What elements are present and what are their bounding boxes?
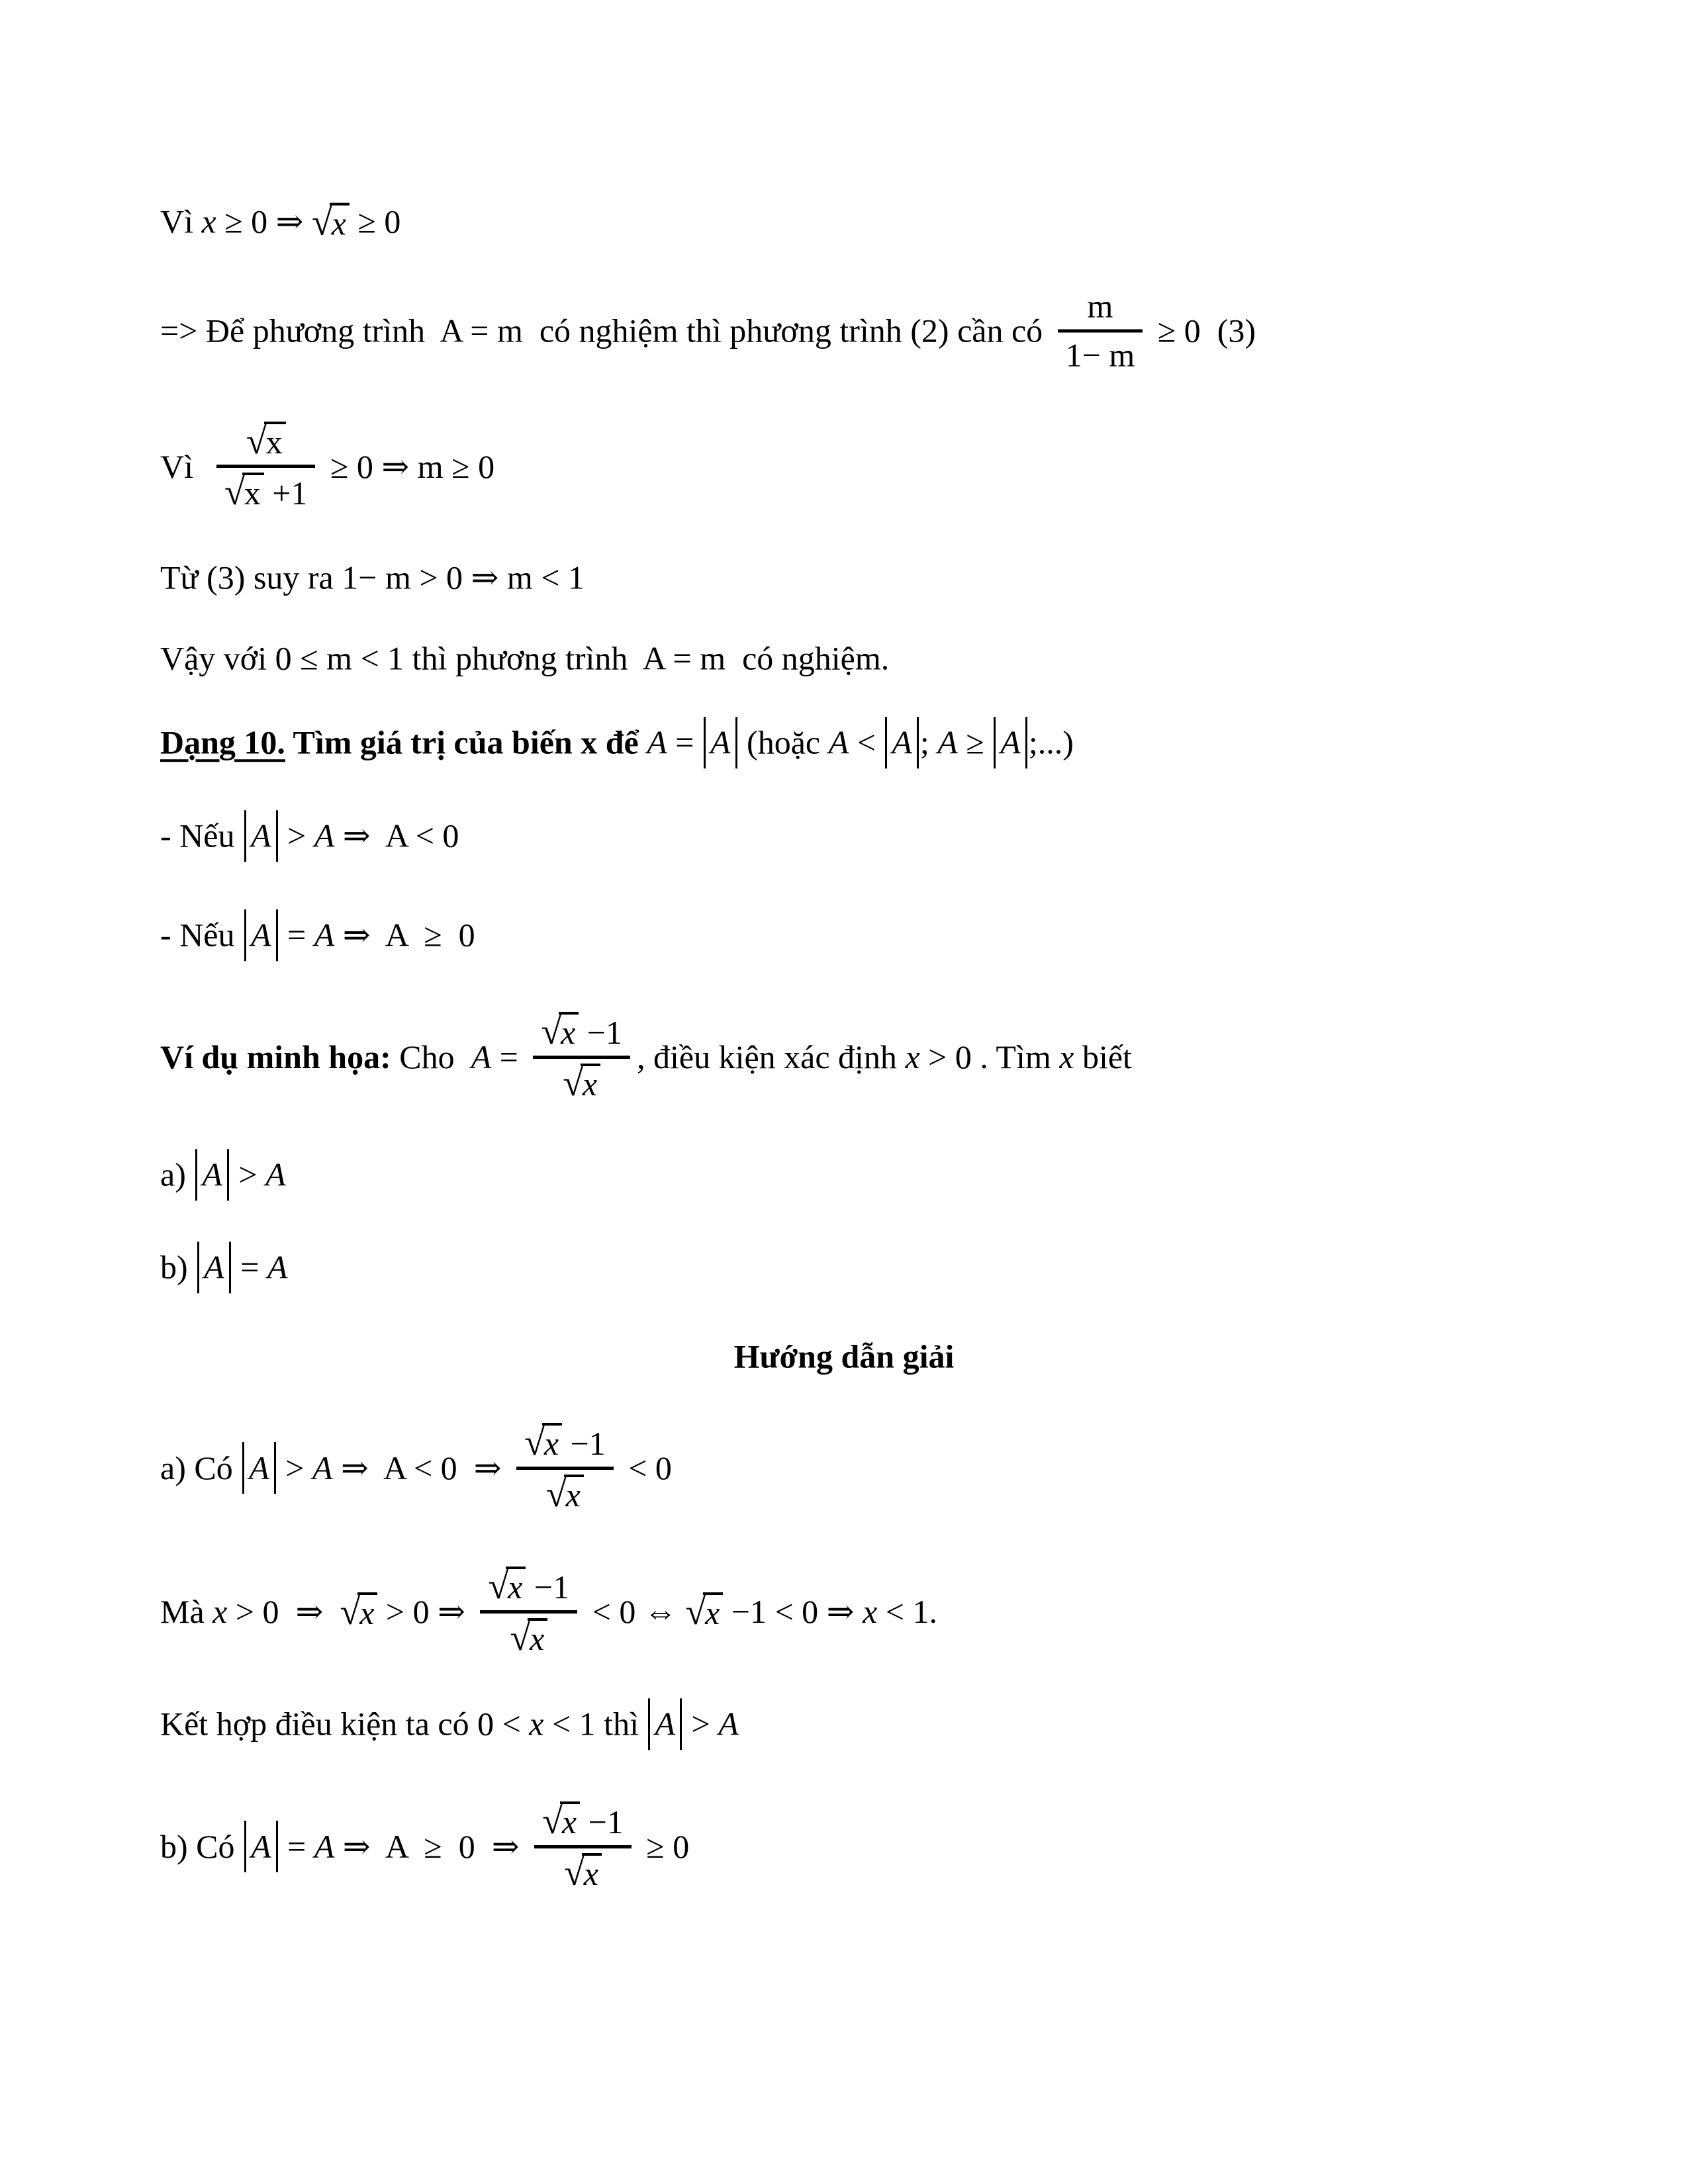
math-variable: A — [314, 1827, 335, 1865]
radicand: x — [357, 1592, 377, 1631]
math-variable: A — [249, 1449, 269, 1486]
radical-sign: √ — [524, 1422, 545, 1463]
denominator — [1058, 333, 1143, 375]
text-run: , điều kiện xác định — [636, 1038, 906, 1075]
text-run: ⇒ A ≥ 0 — [334, 916, 475, 954]
text-run: m — [1087, 287, 1113, 325]
math-variable: x — [529, 1705, 544, 1743]
text-run: = — [232, 1248, 267, 1286]
text-run: - Nếu — [160, 916, 243, 954]
math-variable: A — [250, 916, 271, 954]
math-variable: A — [710, 723, 731, 761]
text-run: - Nếu — [160, 817, 243, 854]
radicand: x — [581, 1064, 600, 1102]
line-example — [160, 1011, 1132, 1103]
sqrt-expression — [564, 1853, 602, 1891]
bold-text: Hướng dẫn giải — [733, 1338, 955, 1375]
radicand: x — [560, 1801, 580, 1840]
sqrt-expression — [541, 1012, 579, 1050]
fraction — [1058, 287, 1143, 375]
line-rule-abs-gt — [160, 810, 459, 862]
text-run: a) — [160, 1156, 195, 1193]
text-run: −1 — [580, 1803, 624, 1841]
radicand: x — [528, 1618, 547, 1657]
text-run: > 0 ⇒ — [227, 1592, 340, 1630]
line-part-b — [160, 1242, 287, 1293]
fraction — [480, 1565, 577, 1658]
math-variable: A — [265, 1156, 286, 1193]
line-conclusion-m — [160, 637, 889, 680]
text-run: Mà — [160, 1592, 213, 1630]
radical-sign: √ — [685, 1592, 706, 1633]
line-solution-b — [160, 1800, 689, 1893]
fraction — [534, 1800, 632, 1893]
text-run: < 0 ⇔ — [584, 1592, 686, 1630]
radical-sign: √ — [340, 1592, 361, 1633]
radicand: x — [330, 203, 350, 241]
math-variable: A — [251, 1827, 271, 1865]
denominator — [538, 1470, 592, 1514]
radical-sign: √ — [246, 421, 267, 462]
sqrt-expression — [563, 1064, 600, 1102]
radical-sign: √ — [312, 202, 332, 243]
line-vi-fraction — [160, 420, 494, 513]
abs-value — [244, 810, 278, 862]
math-variable: A — [202, 1156, 222, 1193]
text-run: ≥ 0 (3) — [1149, 312, 1256, 349]
text-run: Vì — [160, 447, 210, 485]
text-run: > — [279, 817, 314, 854]
sqrt-expression — [312, 203, 350, 241]
radical-sign: √ — [488, 1566, 509, 1607]
math-variable: A — [647, 723, 667, 761]
line-part-a — [160, 1149, 286, 1201]
abs-value — [885, 717, 919, 768]
radicand: x — [542, 1423, 562, 1461]
sqrt-expression — [542, 1801, 580, 1840]
radicand: x — [559, 1012, 579, 1050]
radicand: x — [703, 1592, 723, 1631]
text-run: ; — [919, 723, 938, 761]
abs-value — [195, 1149, 229, 1201]
math-variable: A — [718, 1705, 739, 1743]
section-label: Dạng 10. — [160, 723, 285, 761]
math-variable: x — [1059, 1038, 1074, 1075]
text-run: Kết hợp điều kiện ta có 0 < — [160, 1705, 530, 1743]
line-given-x-nonneg — [160, 201, 400, 244]
math-variable: x — [905, 1038, 920, 1075]
text-run: ≥ 0 — [637, 1827, 690, 1865]
text-run: < — [849, 723, 884, 761]
text-run: a) Có — [160, 1449, 242, 1486]
abs-value — [704, 717, 737, 768]
text-run: −1 — [579, 1014, 622, 1051]
text-run: < 0 — [620, 1449, 672, 1486]
numerator — [533, 1011, 630, 1056]
sqrt-expression — [246, 422, 286, 460]
abs-value — [244, 1821, 278, 1872]
sqrt-expression — [685, 1592, 723, 1631]
bold-text: Tìm giá trị của biến x để — [285, 723, 647, 761]
sqrt-expression — [340, 1592, 377, 1631]
radical-sign: √ — [563, 1852, 585, 1893]
text-run: ≥ 0 ⇒ — [216, 203, 312, 240]
text-run: < 1 thì — [543, 1705, 647, 1743]
radicand: x — [582, 1853, 602, 1891]
numerator — [238, 420, 294, 465]
math-variable: x — [863, 1592, 878, 1630]
text-run: ;...) — [1028, 723, 1074, 761]
radicand: x — [242, 473, 264, 511]
fraction — [533, 1011, 630, 1103]
text-run: > — [683, 1705, 719, 1743]
text-run: b) Có — [160, 1827, 243, 1865]
abs-value — [994, 717, 1027, 768]
math-variable: A — [267, 1248, 288, 1286]
sqrt-expression — [546, 1475, 584, 1513]
abs-value — [242, 1442, 276, 1494]
line-solution-a — [160, 1422, 672, 1514]
text-run: b) — [160, 1248, 197, 1286]
numerator — [516, 1422, 614, 1467]
radical-sign: √ — [510, 1617, 531, 1659]
sqrt-expression — [524, 1423, 562, 1461]
radical-sign: √ — [545, 1474, 567, 1515]
numerator — [534, 1800, 632, 1845]
text-run: ≥ 0 ⇒ m ≥ 0 — [322, 447, 495, 485]
text-run: Vậy với 0 ≤ m < 1 thì phương trình A = m có nghiệm. — [160, 639, 890, 677]
denominator — [555, 1059, 608, 1103]
numerator — [1080, 287, 1121, 330]
math-variable: A — [312, 1449, 333, 1486]
text-run: +1 — [263, 475, 308, 512]
numerator — [480, 1565, 577, 1610]
fraction — [216, 420, 315, 513]
text-run: ⇒ A < 0 ⇒ — [332, 1449, 510, 1486]
math-variable: A — [204, 1248, 224, 1286]
radicand: x — [564, 1475, 584, 1513]
text-run: (hoặc — [738, 723, 829, 761]
text-run: ⇒ A ≥ 0 ⇒ — [334, 1827, 528, 1865]
text-run: 1− m — [1065, 336, 1135, 374]
abs-value — [197, 1242, 231, 1293]
text-run: = — [279, 1827, 314, 1865]
text-run: > — [277, 1449, 312, 1486]
denominator — [216, 468, 315, 513]
line-dang-10-title — [160, 717, 1074, 768]
text-run: > 0 ⇒ — [377, 1592, 474, 1630]
text-run: = — [491, 1038, 527, 1075]
bold-text: Ví dụ minh họa: — [160, 1038, 391, 1075]
math-variable: A — [828, 723, 849, 761]
text-run: ⇒ A < 0 — [334, 817, 459, 854]
line-condition-3 — [160, 287, 1256, 375]
text-run: −1 < 0 ⇒ — [723, 1592, 863, 1630]
text-run: > 0 . Tìm — [919, 1038, 1060, 1075]
math-variable: A — [655, 1705, 676, 1743]
math-variable: A — [892, 723, 912, 761]
text-run: > — [230, 1156, 266, 1193]
denominator — [556, 1848, 610, 1893]
text-run: −1 — [526, 1569, 570, 1606]
line-solution-a3 — [160, 1698, 739, 1750]
text-run: => Để phương trình A = m có nghiệm thì phương trình (2) cần có — [160, 312, 1051, 349]
math-variable: A — [314, 916, 335, 954]
line-solution-a2 — [160, 1565, 937, 1658]
radicand: x — [506, 1567, 526, 1605]
math-variable: A — [250, 817, 271, 854]
fraction — [516, 1422, 614, 1514]
text-run: = — [667, 723, 702, 761]
text-run: Từ (3) suy ra 1− m > 0 ⇒ m < 1 — [160, 559, 585, 596]
denominator — [502, 1614, 555, 1658]
text-run: = — [279, 916, 314, 954]
sqrt-expression — [510, 1618, 547, 1657]
math-variable: A — [471, 1038, 492, 1075]
abs-value — [648, 1698, 682, 1750]
sqrt-expression — [224, 473, 264, 511]
text-run: Vì — [160, 203, 202, 240]
text-run: ≥ 0 — [349, 203, 401, 240]
line-rule-abs-eq — [160, 909, 475, 961]
solution-heading — [0, 1336, 1688, 1379]
line-tu-3-suy-ra — [160, 557, 585, 600]
text-run: ≥ — [957, 723, 993, 761]
radicand: x — [264, 422, 286, 460]
math-variable: x — [201, 203, 216, 240]
math-variable: A — [937, 723, 958, 761]
sqrt-expression — [488, 1567, 526, 1605]
math-variable: A — [1000, 723, 1021, 761]
text-run: Cho — [391, 1038, 471, 1075]
text-run: < 1. — [877, 1592, 937, 1630]
text-run: −1 — [562, 1425, 606, 1462]
abs-value — [244, 909, 278, 961]
radical-sign: √ — [563, 1063, 583, 1104]
radical-sign: √ — [224, 472, 245, 513]
math-variable: A — [314, 817, 335, 854]
math-variable: x — [212, 1592, 228, 1630]
radical-sign: √ — [541, 1011, 562, 1052]
text-run: biết — [1074, 1038, 1132, 1075]
radical-sign: √ — [542, 1801, 563, 1842]
